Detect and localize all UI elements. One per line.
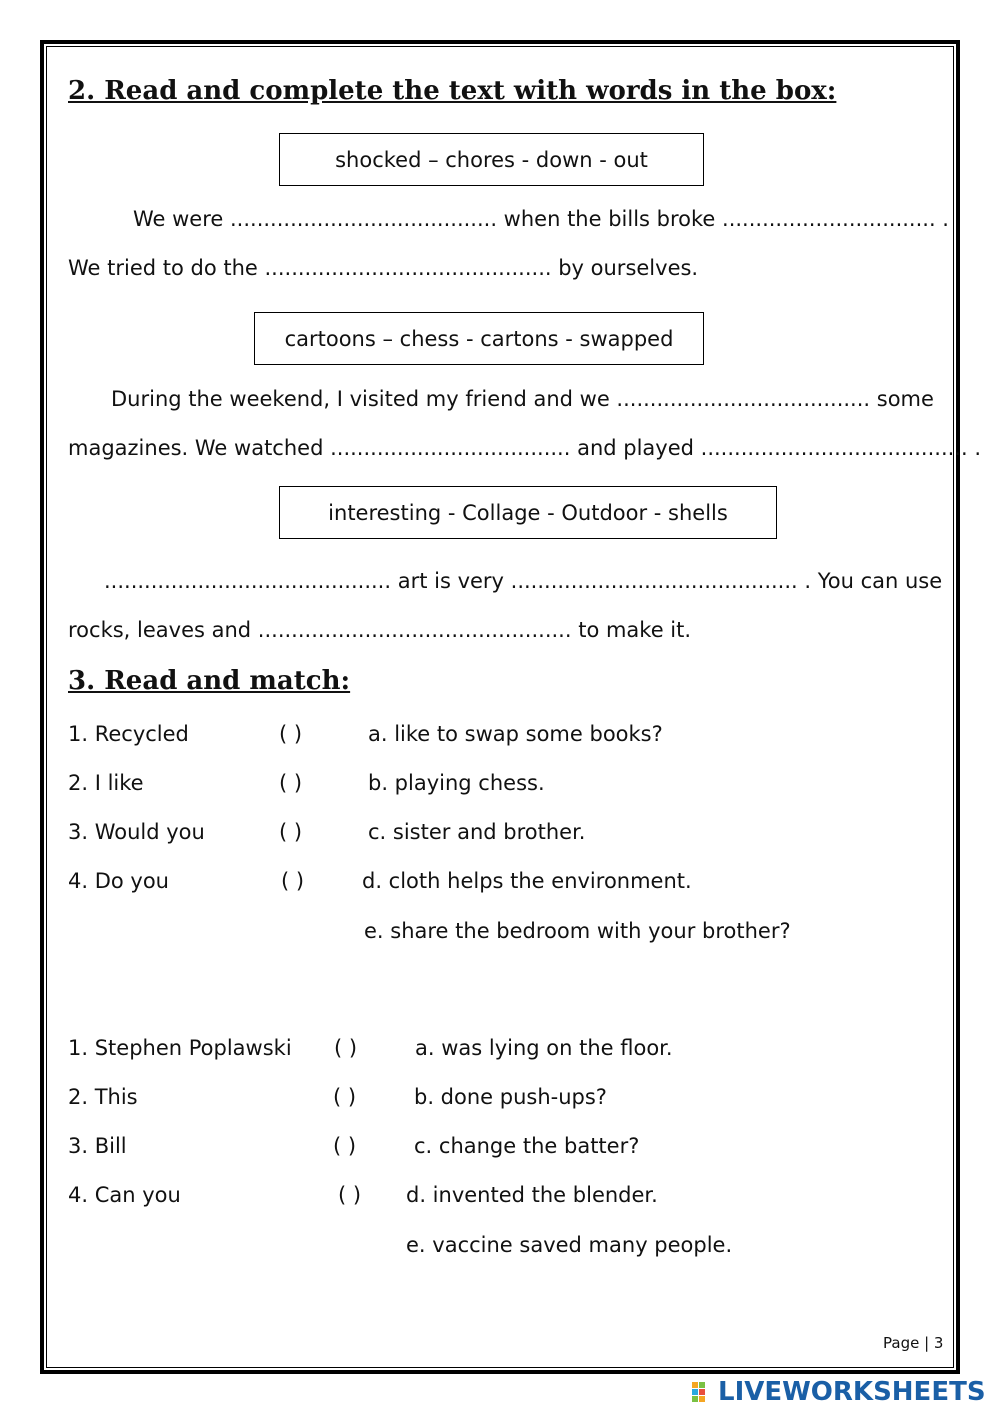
match2-right-a: a. was lying on the floor. (415, 1036, 673, 1060)
match1-right-c: c. sister and brother. (368, 820, 586, 844)
match1-left-4: 4. Do you (68, 869, 169, 893)
word-box-3 (279, 486, 777, 539)
text-2-line-1: During the weekend, I visited my friend and we ...................................... some (111, 387, 934, 411)
text-1-line-2: We tried to do the ........................................... by ourselves. (68, 256, 699, 280)
word-box-2-text: cartoons – chess - cartons - swapped (284, 326, 674, 351)
match2-answer-slot-2[interactable]: ( ) (333, 1085, 357, 1109)
match1-answer-slot-2[interactable]: ( ) (279, 771, 303, 795)
match1-right-b: b. playing chess. (368, 771, 545, 795)
match2-answer-slot-4[interactable]: ( ) (338, 1183, 362, 1207)
match1-left-1: 1. Recycled (68, 722, 189, 746)
liveworksheets-logo (692, 1378, 986, 1406)
text-2-line-2: magazines. We watched .................................... and played ........................................ . (68, 436, 982, 460)
match1-left-2: 2. I like (68, 771, 144, 795)
section-2-heading: 2. Read and complete the text with words in the box: (68, 76, 837, 106)
match1-answer-slot-3[interactable]: ( ) (279, 820, 303, 844)
match2-right-b: b. done push-ups? (414, 1085, 607, 1109)
match1-right-d: d. cloth helps the environment. (362, 869, 692, 893)
match1-left-3: 3. Would you (68, 820, 205, 844)
liveworksheets-logo-icon (692, 1380, 714, 1404)
match2-left-3: 3. Bill (68, 1134, 127, 1158)
match1-answer-slot-4[interactable]: ( ) (281, 869, 305, 893)
text-3-line-1: ........................................... art is very ........................................... . You can use (104, 569, 943, 593)
match2-left-1: 1. Stephen Poplawski (68, 1036, 292, 1060)
word-box-2 (254, 312, 704, 365)
match1-answer-slot-1[interactable]: ( ) (279, 722, 303, 746)
page-border-inner (46, 46, 954, 1368)
match2-answer-slot-3[interactable]: ( ) (333, 1134, 357, 1158)
match2-left-4: 4. Can you (68, 1183, 181, 1207)
match2-left-2: 2. This (68, 1085, 138, 1109)
word-box-3-text: interesting - Collage - Outdoor - shells (328, 500, 728, 525)
match2-right-d: d. invented the blender. (406, 1183, 658, 1207)
text-1-line-1: We were ........................................ when the bills broke ................................ . (133, 207, 949, 231)
text-3-line-2: rocks, leaves and ............................................... to make it. (68, 618, 692, 642)
section-3-heading: 3. Read and match: (68, 666, 351, 696)
match2-right-e: e. vaccine saved many people. (406, 1233, 733, 1257)
match1-right-e: e. share the bedroom with your brother? (364, 919, 791, 943)
match2-answer-slot-1[interactable]: ( ) (334, 1036, 358, 1060)
match2-right-c: c. change the batter? (414, 1134, 640, 1158)
match1-right-a: a. like to swap some books? (368, 722, 663, 746)
word-box-1 (279, 133, 704, 186)
page-number: Page | 3 (883, 1334, 944, 1352)
liveworksheets-logo-text: LIVEWORKSHEETS (718, 1377, 986, 1407)
word-box-1-text: shocked – chores - down - out (335, 147, 648, 172)
